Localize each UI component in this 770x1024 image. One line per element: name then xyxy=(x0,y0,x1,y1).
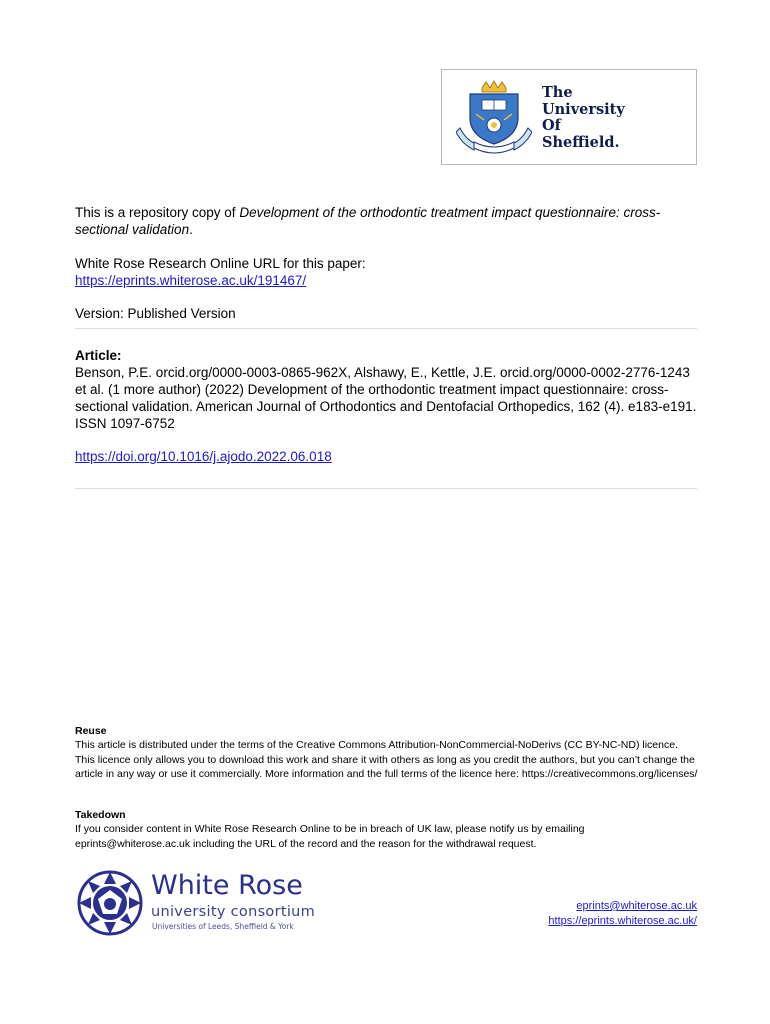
white-rose-icon xyxy=(75,868,145,938)
version-text: Version: Published Version xyxy=(75,306,236,321)
white-rose-universities: Universities of Leeds, Sheffield & York xyxy=(152,922,294,931)
paper-url-link[interactable]: https://eprints.whiterose.ac.uk/191467/ xyxy=(75,273,307,288)
white-rose-subtitle: university consortium xyxy=(151,904,316,920)
university-name: The University Of Sheffield. xyxy=(542,84,625,151)
doi-link[interactable]: https://doi.org/10.1016/j.ajodo.2022.06.018 xyxy=(75,449,332,464)
paper-title: Development of the orthodontic treatment impact questionnaire: cross-sectional validation xyxy=(75,205,661,237)
takedown-heading: Takedown xyxy=(75,809,126,821)
article-citation: Benson, P.E. orcid.org/0000-0003-0865-962X, Alshawy, E., Kettle, J.E. orcid.org/0000-0002-2776-1243 et al. (1 more author) (2022) Development of the orthodontic treatment impact questionnaire: cross-sectional validation. American Journal of Orthodontics and Dentofacial Orthopedics, 162 (4). e183-e191. ISSN 1097-6752 xyxy=(75,365,697,431)
takedown-text: If you consider content in White Rose Research Online to be in breach of UK law, please notify us by emailing eprints@whiterose.ac.uk including the URL of the record and the reason for the withdrawal request. xyxy=(75,823,585,850)
reuse-text: This article is distributed under the terms of the Creative Commons Attribution-NonCommercial-NoDerivs (CC BY-NC-ND) licence. This licence only allows you to download this work and share it with others as long as you credit the authors, but you can’t change the article in any way or use it commercially. More information and the full terms of the licence here: https://creativecommons.org/licenses/ xyxy=(75,739,698,780)
article-heading: Article: xyxy=(75,348,122,363)
university-logo xyxy=(441,69,697,165)
repository-copy-statement xyxy=(75,204,705,238)
url-label: White Rose Research Online URL for this paper: xyxy=(75,256,366,271)
sheffield-crest-icon xyxy=(456,80,532,154)
site-link[interactable]: https://eprints.whiterose.ac.uk/ xyxy=(548,914,697,927)
email-link[interactable]: eprints@whiterose.ac.uk xyxy=(576,900,697,912)
contact-block xyxy=(548,899,697,928)
white-rose-title: White Rose xyxy=(151,870,303,901)
repository-copy-prefix: This is a repository copy of xyxy=(75,205,240,220)
repository-copy-suffix: . xyxy=(189,222,193,237)
divider xyxy=(75,488,697,489)
reuse-heading: Reuse xyxy=(75,725,107,737)
divider xyxy=(75,328,697,329)
